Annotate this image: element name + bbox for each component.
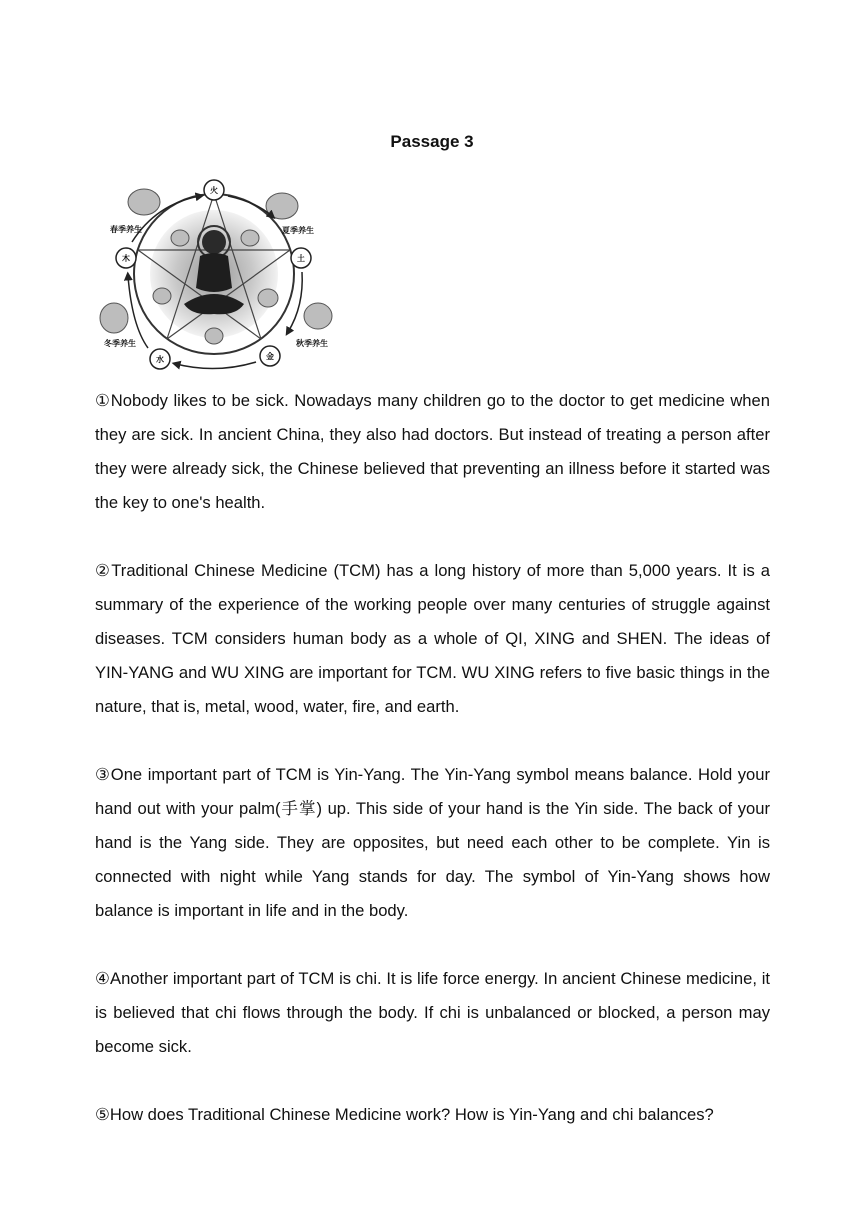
passage-title: Passage 3 — [390, 132, 474, 151]
earth-label: 土 — [297, 254, 305, 263]
autumn-label: 秋季养生 — [296, 339, 328, 348]
paragraph-1: ①Nobody likes to be sick. Nowadays many children go to the doctor to get medicine when they are sick. In ancient China, they also had doctors. But instead of treating a person after they were already sick, the Chinese believed that preventing an illness before it started was the key to one's health. — [95, 391, 770, 512]
paragraph-4: ④Another important part of TCM is chi. It is life force energy. In ancient Chinese medicine, it is believed that chi flows through the body. If chi is unbalanced or blocked, a person may become sick. — [95, 969, 770, 1056]
metal-label: 金 — [266, 352, 274, 361]
tcm-five-elements-illustration — [96, 176, 336, 372]
paragraph-2: ②Traditional Chinese Medicine (TCM) has a long history of more than 5,000 years. It is a summary of the experience of the working people over many centuries of struggle against diseases. TCM considers human body as a whole of QI, XING and SHEN. The ideas of YIN-YANG and WU XING are important for TCM. WU XING refers to five basic things in the nature, that is, metal, wood, water, fire, and earth. — [95, 561, 770, 716]
summer-label: 夏季养生 — [282, 226, 314, 235]
spring-label: 春季养生 — [110, 225, 142, 234]
passage-body — [95, 384, 770, 1132]
water-label: 水 — [156, 355, 164, 364]
paragraph-3: ③One important part of TCM is Yin-Yang. The Yin-Yang symbol means balance. Hold your hand out with your palm(手掌) up. This side of your hand is the Yin side. The back of your hand is the Yang side. They are opposites, but need each other to be complete. Yin is connected with night while Yang stands for day. The symbol of Yin-Yang shows how balance is important in life and in the body. — [95, 765, 770, 920]
fire-label: 火 — [210, 186, 218, 195]
wood-label: 木 — [122, 254, 130, 263]
five-elements-diagram — [96, 176, 336, 372]
paragraph-5: ⑤How does Traditional Chinese Medicine work? How is Yin-Yang and chi balances? — [95, 1105, 714, 1124]
winter-label: 冬季养生 — [104, 339, 136, 348]
